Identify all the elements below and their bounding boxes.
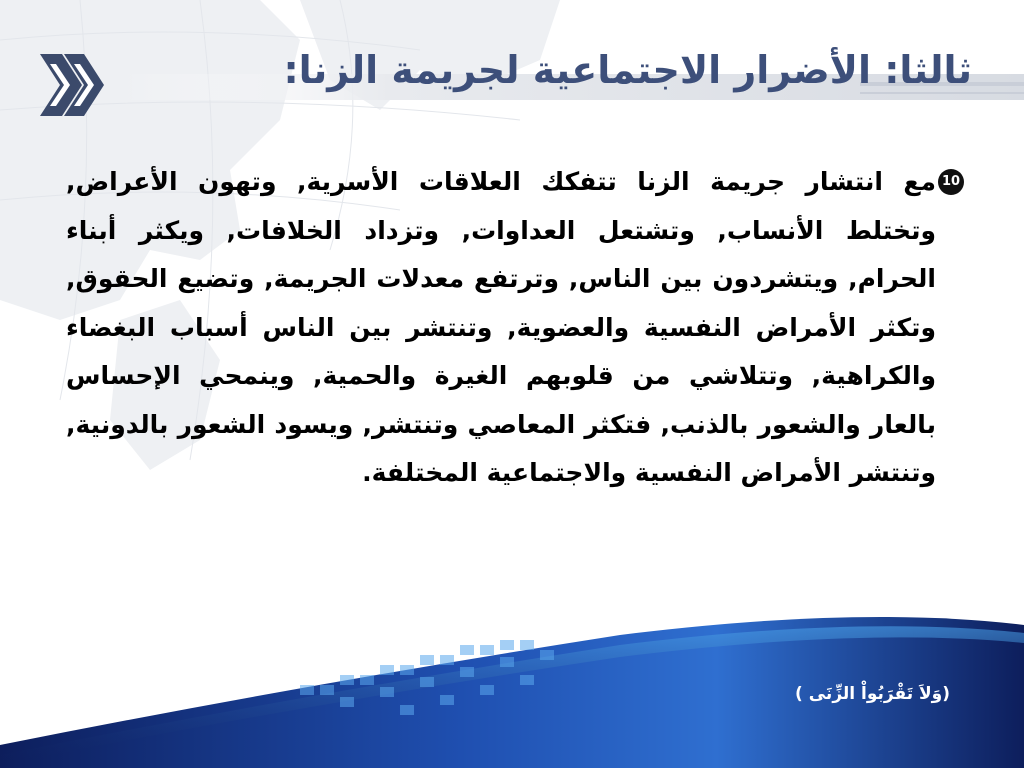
footer-verse: (وَلاَ تَقْرَبُواْ الزِّنَى ): [795, 684, 950, 704]
bullet-number: 10: [941, 174, 961, 189]
footer-band: [0, 595, 1024, 768]
slide-title: ثالثا: الأضرار الاجتماعية لجريمة الزنا:: [283, 48, 972, 92]
paragraph: مع انتشار جريمة الزنا تتفكك العلاقات الأسرية, وتهون الأعراض, وتختلط الأنساب, وتشتعل العداوات, وتزداد الخلافات, ويكثر أبناء الحرام, ويتشردون بين الناس, وترتفع معدلات الجريمة, وتضيع الحقوق, وتكثر الأمراض النفسية والعضوية, وتنتشر بين الناس أسباب البغضاء والكراهية, وتتلاشي من قلوبهم الغيرة والحمية, وينمحي الإحساس بالعار والشعور بالذنب, فتكثر المعاصي وتنتشر, ويسود الشعور بالدونية, وتنتشر الأمراض النفسية والاجتماعية المختلفة.: [66, 167, 936, 487]
double-chevron-right-icon: [36, 52, 106, 118]
